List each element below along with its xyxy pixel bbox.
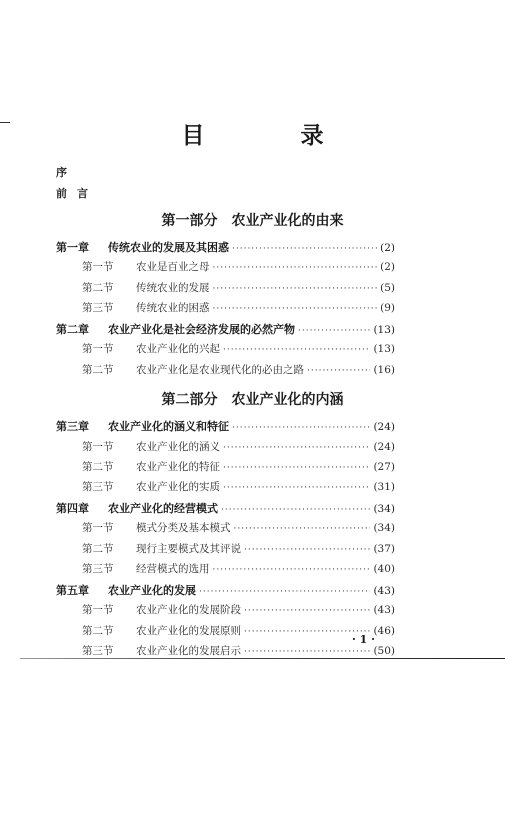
toc-chapter-row: [56, 321, 395, 339]
toc-section-row: [82, 259, 395, 277]
toc-leader-dots: [244, 647, 370, 657]
toc-entry-number: 第一节: [82, 343, 114, 355]
toc-entry-title: 农业产业化的涵义: [136, 441, 220, 453]
toc-entry-page: (5): [380, 282, 395, 294]
toc-section-row: [82, 623, 395, 641]
toc-chapter-row: [56, 500, 395, 518]
toc-entry-page: (13): [373, 343, 395, 355]
toc-entry-page: (2): [380, 261, 395, 273]
toc-entry-number: 第一章: [56, 241, 89, 254]
toc-entry-title: 农业是百业之母: [136, 261, 210, 273]
toc-entry-number: 第一节: [82, 441, 114, 453]
toc-leader-dots: [244, 545, 370, 555]
toc-entry-page: (16): [373, 364, 395, 376]
toc-entry-number: 第四章: [56, 502, 89, 515]
toc-entry-title: 农业产业化的发展原则: [136, 625, 241, 637]
toc-entry-title: 农业产业化的经营模式: [108, 502, 218, 515]
page-title: 目 录: [181, 123, 368, 149]
toc-entry-number: 第三节: [82, 645, 114, 657]
toc-leader-dots: [298, 326, 370, 336]
toc-entry-number: 第二节: [82, 461, 114, 473]
toc-section-row: [82, 479, 395, 497]
toc-entry-page: (24): [373, 441, 395, 453]
toc-leader-dots: [244, 606, 370, 616]
toc-leader-dots: [213, 263, 378, 273]
toc-entry-number: 第二节: [82, 625, 114, 637]
toc-entry-page: (2): [380, 242, 395, 254]
part-heading-1: 第一部分 农业产业化的由来: [161, 213, 344, 229]
toc-entry-title: 农业产业化的涵义和特征: [108, 420, 229, 433]
toc-entry-title: 经营模式的选用: [136, 563, 210, 575]
toc-entry-page: (37): [373, 543, 395, 555]
toc-entry-title: 农业产业化是社会经济发展的必然产物: [108, 323, 295, 336]
toc-entry-number: 第二章: [56, 323, 89, 336]
toc-leader-dots: [213, 284, 378, 294]
toc-leader-dots: [223, 345, 370, 355]
toc-section-row: [82, 300, 395, 318]
toc-leader-dots: [223, 483, 370, 493]
toc-entry-page: (43): [373, 604, 395, 616]
toc-section-row: [82, 541, 395, 559]
toc-leader-dots: [223, 463, 370, 473]
toc-chapter-row: [56, 418, 395, 436]
toc-entry-title: 传统农业的困惑: [136, 302, 210, 314]
toc-leader-dots: [232, 423, 370, 433]
toc-entry-page: (50): [373, 645, 395, 657]
toc-entry-title: 现行主要模式及其评说: [136, 543, 241, 555]
toc-entry-number: 第一节: [82, 522, 114, 534]
toc-leader-dots: [213, 304, 378, 314]
page-number: · 1 ·: [352, 633, 375, 646]
toc-section-row: [82, 362, 395, 380]
toc-entry-number: 第三节: [82, 481, 114, 493]
toc-entry-title: 农业产业化的发展启示: [136, 645, 241, 657]
toc-entry-page: (46): [373, 625, 395, 637]
toc-entry-title: 农业产业化的实质: [136, 481, 220, 493]
toc-preface: 序: [56, 166, 67, 179]
toc-entry-number: 第一节: [82, 261, 114, 273]
toc-entry-page: (40): [373, 563, 395, 575]
toc-entry-number: 第二节: [82, 282, 114, 294]
toc-leader-dots: [221, 505, 370, 515]
toc-section-row: [82, 602, 395, 620]
toc-foreword: 前言: [56, 187, 98, 200]
toc-entry-title: 传统农业的发展: [136, 282, 210, 294]
toc-entry-number: 第一节: [82, 604, 114, 616]
toc-entry-page: (34): [373, 522, 395, 534]
toc-entry-page: (34): [373, 503, 395, 515]
toc-entry-title: 农业产业化的兴起: [136, 343, 220, 355]
toc-entry-number: 第二节: [82, 364, 114, 376]
toc-entry-title: 农业产业化的发展: [108, 584, 196, 597]
toc-leader-dots: [307, 366, 370, 376]
part-heading-2: 第二部分 农业产业化的内涵: [161, 392, 344, 408]
toc-entry-title: 农业产业化是农业现代化的必由之路: [136, 364, 304, 376]
toc-entry-number: 第三章: [56, 420, 89, 433]
bottom-rule: [20, 658, 505, 659]
toc-entry-title: 传统农业的发展及其困惑: [108, 241, 229, 254]
toc-entry-page: (9): [380, 302, 395, 314]
toc-section-row: [82, 439, 395, 457]
toc-entry-title: 农业产业化的特征: [136, 461, 220, 473]
toc-section-row: [82, 520, 395, 538]
toc-leader-dots: [223, 443, 370, 453]
toc-entry-page: (24): [373, 421, 395, 433]
toc-entry-page: (27): [373, 461, 395, 473]
toc-chapter-row: [56, 582, 395, 600]
toc-chapter-row: [56, 239, 395, 257]
toc-entry-page: (43): [373, 585, 395, 597]
toc-entry-page: (31): [373, 481, 395, 493]
toc-entry-page: (13): [373, 324, 395, 336]
toc-section-row: [82, 280, 395, 298]
toc-section-row: [82, 459, 395, 477]
toc-entry-number: 第三节: [82, 563, 114, 575]
toc-entry-title: 农业产业化的发展阶段: [136, 604, 241, 616]
toc-leader-dots: [234, 524, 371, 534]
toc-entry-number: 第三节: [82, 302, 114, 314]
toc-section-row: [82, 561, 395, 579]
toc-leader-dots: [199, 587, 370, 597]
toc-entry-number: 第五章: [56, 584, 89, 597]
toc-entry-number: 第二节: [82, 543, 114, 555]
toc-leader-dots: [213, 565, 371, 575]
toc-leader-dots: [232, 244, 377, 254]
toc-section-row: [82, 341, 395, 359]
toc-entry-title: 模式分类及基本模式: [136, 522, 231, 534]
